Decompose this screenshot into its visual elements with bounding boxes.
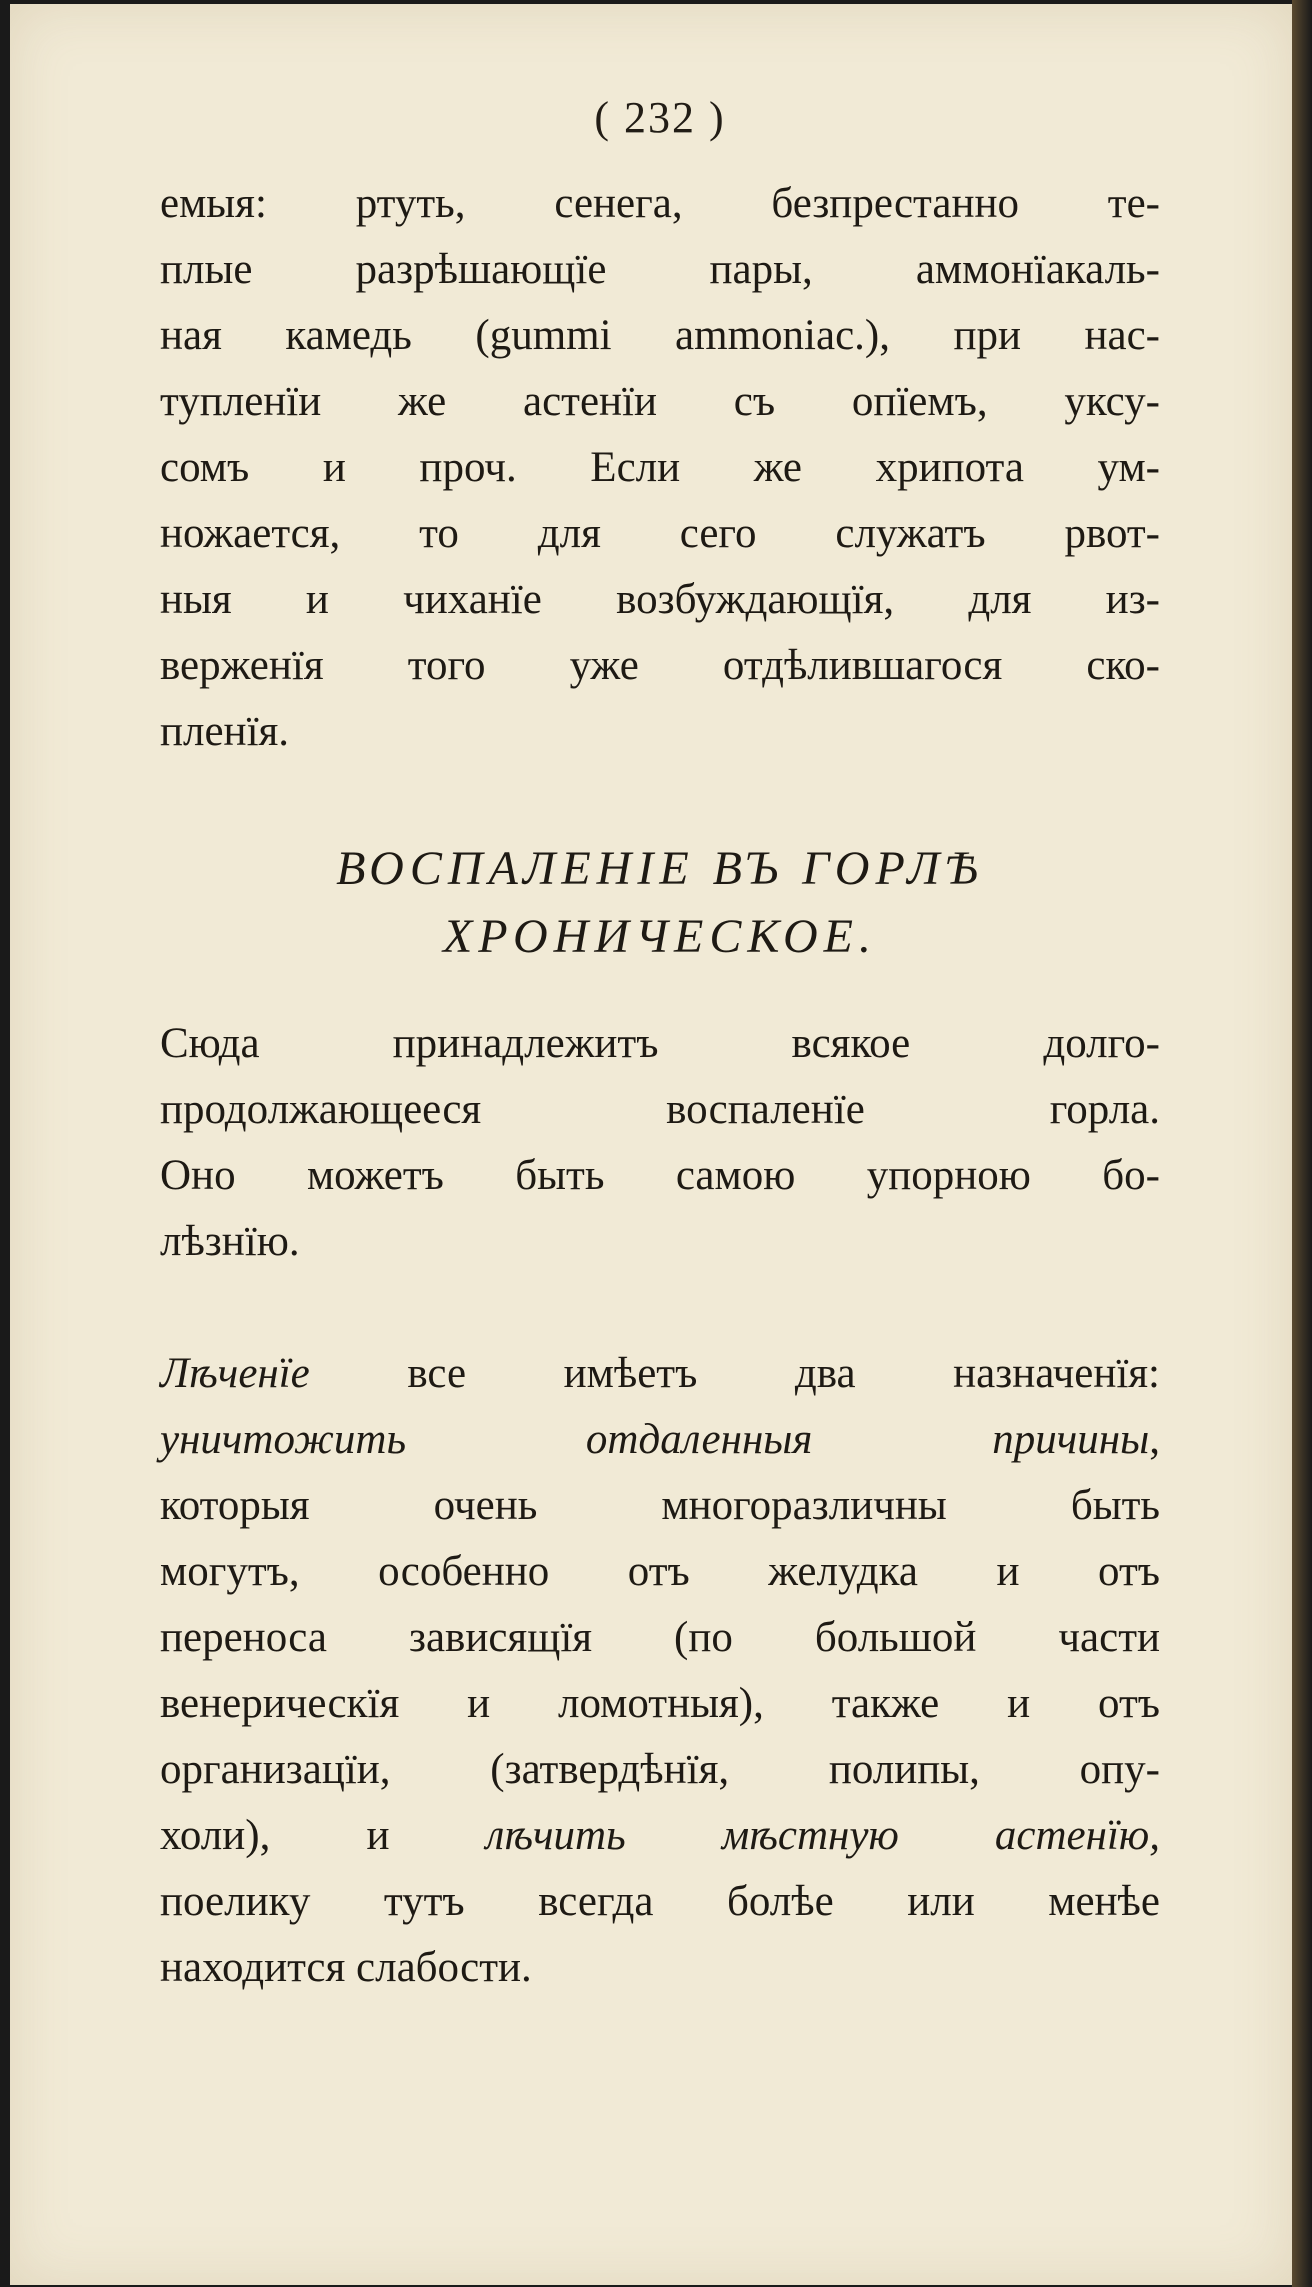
text-line: ныя и чиханїе возбуждающїя, для из- xyxy=(160,576,1160,623)
page-content xyxy=(160,92,1160,2001)
heading-line: ВОСПАЛЕНІЕ ВЪ ГОРЛѢ xyxy=(336,842,984,895)
text-line: переноса зависящїя (по большой части xyxy=(160,1614,1160,1661)
text-line: плые разрѣшающїе пары, аммонїакаль- xyxy=(160,246,1160,293)
paragraph-spacer xyxy=(160,1275,1160,1341)
italic-phrase: уничтожить отдаленныя причины xyxy=(160,1416,1150,1463)
section-heading xyxy=(160,835,1160,971)
heading-line: ХРОНИЧЕСКОЕ. xyxy=(442,910,877,963)
text-line xyxy=(160,1407,1160,1473)
text-line: пленїя. xyxy=(160,708,290,755)
text-run: холи), и xyxy=(160,1812,486,1859)
text-line: тупленїи же астенїи съ опїемъ, уксу- xyxy=(160,378,1160,425)
text-line xyxy=(160,1341,1160,1407)
text-line: Сюда принадлежитъ всякое долго- xyxy=(160,1020,1160,1067)
text-line: поелику тутъ всегда болѣе или менѣе xyxy=(160,1878,1160,1925)
page-edge-shadow xyxy=(1292,0,1312,2287)
paragraph-treatment xyxy=(160,1341,1160,2001)
text-line: продолжающееся воспаленїе горла. xyxy=(160,1086,1160,1133)
paragraph-treatment-continuation xyxy=(160,171,1160,765)
text-line: ная камедь (gummi ammoniac.), при нас- xyxy=(160,312,1160,359)
text-line: венерическїя и ломотныя), также и отъ xyxy=(160,1680,1160,1727)
text-line: ножается, то для сего служатъ рвот- xyxy=(160,510,1160,557)
text-line: находится слабости. xyxy=(160,1944,532,1991)
text-line: организацїи, (затвердѣнїя, полипы, опу- xyxy=(160,1746,1160,1793)
text-line: сомъ и проч. Если же хрипота ум- xyxy=(160,444,1160,491)
text-line: емыя: ртуть, сенега, безпрестанно те- xyxy=(160,180,1160,227)
text-line: лѣзнїю. xyxy=(160,1218,300,1265)
book-page xyxy=(10,4,1292,2285)
italic-phrase: лѣчить мѣстную астенїю, xyxy=(485,1812,1160,1859)
text-run: , xyxy=(1149,1416,1160,1463)
italic-term: Лѣченїе xyxy=(160,1350,310,1397)
text-line: которыя очень многоразличны быть xyxy=(160,1482,1160,1529)
paragraph-definition xyxy=(160,1011,1160,1275)
text-line xyxy=(160,1803,1160,1869)
text-line: могутъ, особенно отъ желудка и отъ xyxy=(160,1548,1160,1595)
text-run: все имѣетъ два назначенїя: xyxy=(309,1350,1160,1397)
text-line: верженїя того уже отдѣлившагося ско- xyxy=(160,642,1160,689)
page-number: ( 232 ) xyxy=(594,93,726,142)
text-line: Оно можетъ быть самою упорною бо- xyxy=(160,1152,1160,1199)
